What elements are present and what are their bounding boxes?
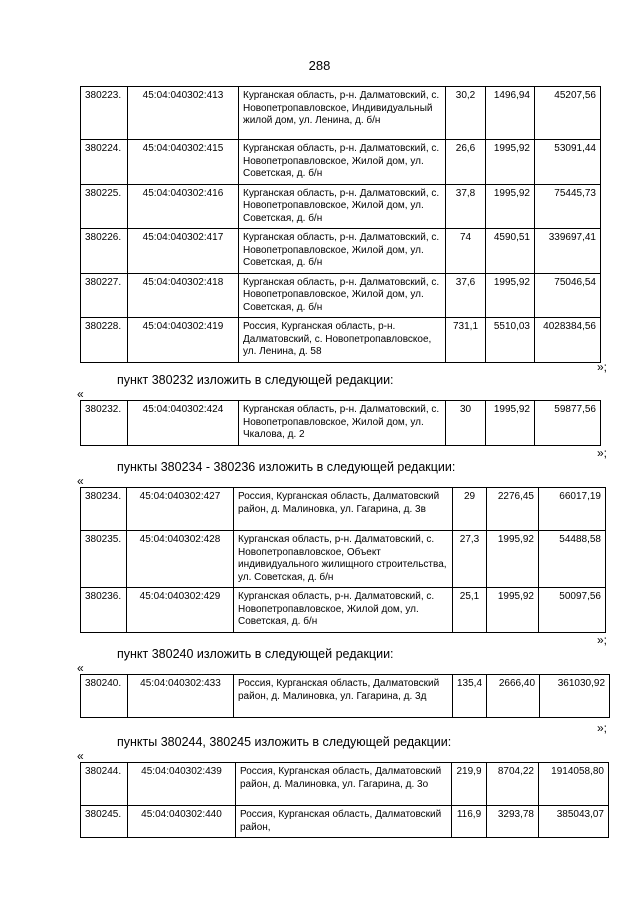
closing-quote: »;: [596, 360, 607, 374]
table-row: [81, 184, 601, 229]
price-per-unit: 1496,94: [486, 87, 535, 140]
row-number: 380228.: [81, 318, 128, 363]
price-per-unit: 8704,22: [487, 763, 539, 806]
cadastral-number: 45:04:040302:429: [127, 588, 234, 633]
area: 29: [453, 488, 487, 531]
price-per-unit: 1995,92: [486, 401, 535, 446]
price-per-unit: 1995,92: [486, 140, 535, 185]
area: 37,6: [446, 273, 486, 318]
address: Россия, Курганская область, Далматовский район, д. Малиновка, ул. Гагарина, д. 3в: [234, 488, 453, 531]
total-value: 4028384,56: [535, 318, 601, 363]
row-number: 380224.: [81, 140, 128, 185]
address: Курганская область, р-н. Далматовский, с. Новопетропавловское, Жилой дом, ул. Советская, д. б/н: [234, 588, 453, 633]
row-number: 380236.: [81, 588, 127, 633]
area: 30,2: [446, 87, 486, 140]
row-number: 380225.: [81, 184, 128, 229]
table-row: [81, 531, 606, 588]
total-value: 66017,19: [539, 488, 606, 531]
row-number: 380244.: [81, 763, 128, 806]
total-value: 385043,07: [539, 806, 609, 838]
area: 731,1: [446, 318, 486, 363]
closing-quote: »;: [596, 633, 607, 647]
closing-quote: »;: [596, 446, 607, 460]
total-value: 45207,56: [535, 87, 601, 140]
address: Курганская область, р-н. Далматовский, с. Новопетропавловское, Жилой дом, ул. Чкалова, д. 2: [239, 401, 446, 446]
address: Россия, Курганская область, Далматовский район, д. Малиновка, ул. Гагарина, д. 3о: [236, 763, 452, 806]
row-number: 380227.: [81, 273, 128, 318]
table-row: [81, 140, 601, 185]
price-per-unit: 5510,03: [486, 318, 535, 363]
total-value: 339697,41: [535, 229, 601, 274]
row-number: 380235.: [81, 531, 127, 588]
opening-quote: «: [77, 474, 84, 488]
table-row: [81, 588, 606, 633]
area: 26,6: [446, 140, 486, 185]
address: Курганская область, р-н. Далматовский, с. Новопетропавловское, Жилой дом, ул. Советская, д. б/н: [239, 184, 446, 229]
address: Курганская область, р-н. Далматовский, с. Новопетропавловское, Жилой дом, ул. Советская, д. б/н: [239, 140, 446, 185]
property-table: [80, 674, 610, 718]
cadastral-number: 45:04:040302:427: [127, 488, 234, 531]
row-number: 380240.: [81, 675, 128, 718]
address: Курганская область, р-н. Далматовский, с. Новопетропавловское, Жилой дом, ул. Советская, д. б/н: [239, 229, 446, 274]
cadastral-number: 45:04:040302:433: [128, 675, 234, 718]
closing-quote: »;: [596, 721, 607, 735]
total-value: 54488,58: [539, 531, 606, 588]
row-number: 380223.: [81, 87, 128, 140]
opening-quote: «: [77, 661, 84, 675]
amendment-instruction: пункт 380232 изложить в следующей редакции:: [117, 373, 394, 387]
row-number: 380232.: [81, 401, 128, 446]
total-value: 1914058,80: [539, 763, 609, 806]
address: Курганская область, р-н. Далматовский, с. Новопетропавловское, Жилой дом, ул. Советская, д. б/н: [239, 273, 446, 318]
area: 116,9: [452, 806, 487, 838]
row-number: 380245.: [81, 806, 128, 838]
property-table: [80, 400, 601, 446]
table-row: [81, 318, 601, 363]
opening-quote: «: [77, 387, 84, 401]
address: Россия, Курганская область, Далматовский район,: [236, 806, 452, 838]
page-number: 288: [308, 58, 331, 73]
cadastral-number: 45:04:040302:418: [128, 273, 239, 318]
price-per-unit: 1995,92: [487, 531, 539, 588]
table-row: [81, 229, 601, 274]
cadastral-number: 45:04:040302:428: [127, 531, 234, 588]
amendment-instruction: пункты 380244, 380245 изложить в следующей редакции:: [117, 735, 452, 749]
address: Курганская область, р-н. Далматовский, с. Новопетропавловское, Объект индивидуального жилищного строительства, ул. Советская, д. б/н: [234, 531, 453, 588]
table-row: [81, 488, 606, 531]
table-row: [81, 401, 601, 446]
price-per-unit: 1995,92: [486, 273, 535, 318]
property-table: [80, 86, 601, 363]
cadastral-number: 45:04:040302:424: [128, 401, 239, 446]
price-per-unit: 1995,92: [487, 588, 539, 633]
amendment-instruction: пункт 380240 изложить в следующей редакции:: [117, 647, 394, 661]
area: 27,3: [453, 531, 487, 588]
cadastral-number: 45:04:040302:415: [128, 140, 239, 185]
property-table: [80, 487, 606, 633]
total-value: 59877,56: [535, 401, 601, 446]
area: 25,1: [453, 588, 487, 633]
amendment-instruction: пункты 380234 - 380236 изложить в следующей редакции:: [117, 460, 456, 474]
area: 30: [446, 401, 486, 446]
address: Россия, Курганская область, Далматовский район, д. Малиновка, ул. Гагарина, д. 3д: [234, 675, 453, 718]
property-table: [80, 762, 609, 838]
price-per-unit: 2276,45: [487, 488, 539, 531]
area: 37,8: [446, 184, 486, 229]
price-per-unit: 3293,78: [487, 806, 539, 838]
total-value: 75046,54: [535, 273, 601, 318]
address: Курганская область, р-н. Далматовский, с. Новопетропавловское, Индивидуальный жилой дом, ул. Ленина, д. б/н: [239, 87, 446, 140]
cadastral-number: 45:04:040302:419: [128, 318, 239, 363]
total-value: 50097,56: [539, 588, 606, 633]
opening-quote: «: [77, 749, 84, 763]
table-row: [81, 763, 609, 806]
table-row: [81, 675, 610, 718]
area: 219,9: [452, 763, 487, 806]
cadastral-number: 45:04:040302:417: [128, 229, 239, 274]
price-per-unit: 1995,92: [486, 184, 535, 229]
row-number: 380234.: [81, 488, 127, 531]
table-row: [81, 87, 601, 140]
cadastral-number: 45:04:040302:413: [128, 87, 239, 140]
cadastral-number: 45:04:040302:440: [128, 806, 236, 838]
area: 74: [446, 229, 486, 274]
price-per-unit: 2666,40: [487, 675, 540, 718]
table-row: [81, 273, 601, 318]
cadastral-number: 45:04:040302:416: [128, 184, 239, 229]
cadastral-number: 45:04:040302:439: [128, 763, 236, 806]
total-value: 361030,92: [540, 675, 610, 718]
area: 135,4: [453, 675, 487, 718]
total-value: 53091,44: [535, 140, 601, 185]
address: Россия, Курганская область, р-н. Далматовский, с. Новопетропавловское, ул. Ленина, д. 58: [239, 318, 446, 363]
table-row: [81, 806, 609, 838]
row-number: 380226.: [81, 229, 128, 274]
price-per-unit: 4590,51: [486, 229, 535, 274]
total-value: 75445,73: [535, 184, 601, 229]
